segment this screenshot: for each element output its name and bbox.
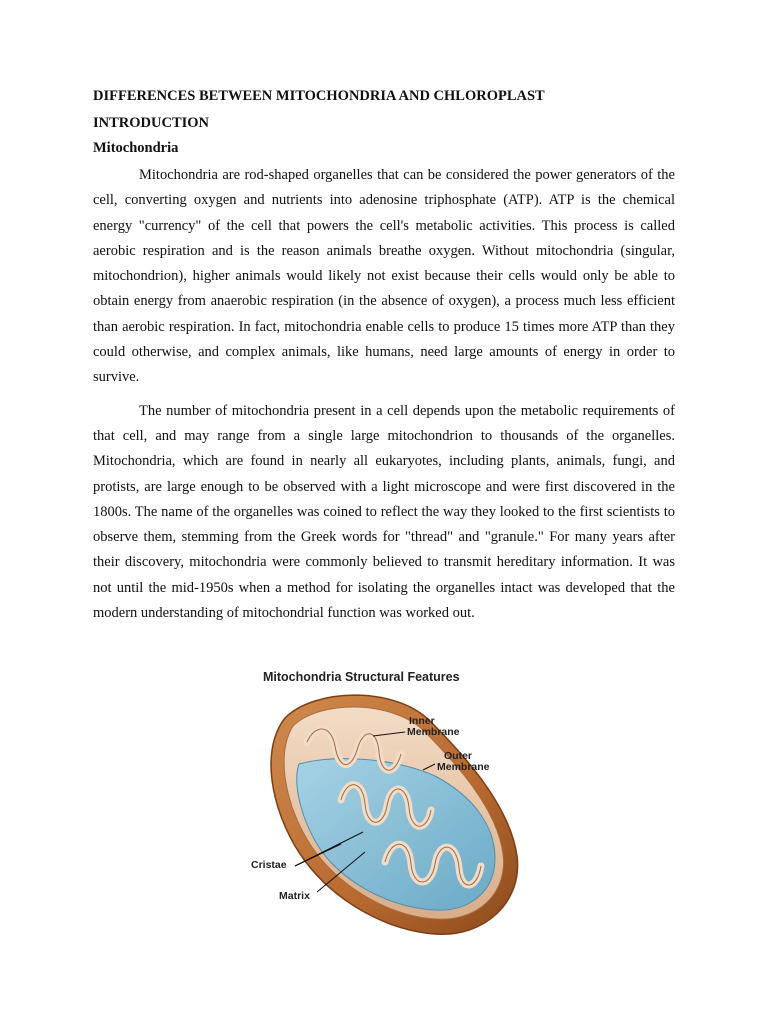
cristae-label: Cristae	[251, 859, 287, 871]
outer-membrane-label: Outer Membrane	[437, 750, 490, 773]
section-heading: INTRODUCTION	[93, 115, 210, 131]
document-page	[93, 86, 675, 634]
subsection-heading: Mitochondria	[93, 140, 179, 156]
inner-membrane-label: Inner Membrane	[407, 715, 460, 738]
paragraph-1: Mitochondria are rod-shaped organelles that can be considered the power generators of the cell, converting oxygen and nutrients into adenosine triphosphate (ATP). ATP is the chemical energy "currency" of the cell that powers the cell's metabolic activities. This process is called aerobic respiration and is the reason animals breathe oxygen. Without mitochondria (singular, mitochondrion), higher animals would likely not exist because their cells would only be able to obtain energy from anaerobic respiration (in the absence of oxygen), a process much less efficient than aerobic respiration. In fact, mitochondria enable cells to produce 15 times more ATP than they could otherwise, and complex animals, like humans, need large amounts of energy in order to survive.	[93, 167, 675, 386]
matrix-label: Matrix	[279, 890, 310, 902]
document-title: DIFFERENCES BETWEEN MITOCHONDRIA AND CHLOROPLAST	[93, 88, 545, 104]
figure-title: Mitochondria Structural Features	[263, 670, 460, 684]
mitochondria-figure	[245, 666, 535, 942]
paragraph-2: The number of mitochondria present in a cell depends upon the metabolic requirements of that cell, and may range from a single large mitochondrion to thousands of the organelles. Mitochondria, which are found in nearly all eukaryotes, including plants, animals, fungi, and protists, are large enough to be observed with a light microscope and were first discovered in the 1800s. The name of the organelles was coined to reflect the way they looked to the first scientists to observe them, stemming from the Greek words for "thread" and "granule." For many years after their discovery, mitochondria were commonly believed to transmit hereditary information. It was not until the mid-1950s when a method for isolating the organelles intact was developed that the modern understanding of mitochondrial function was worked out.	[93, 402, 675, 622]
